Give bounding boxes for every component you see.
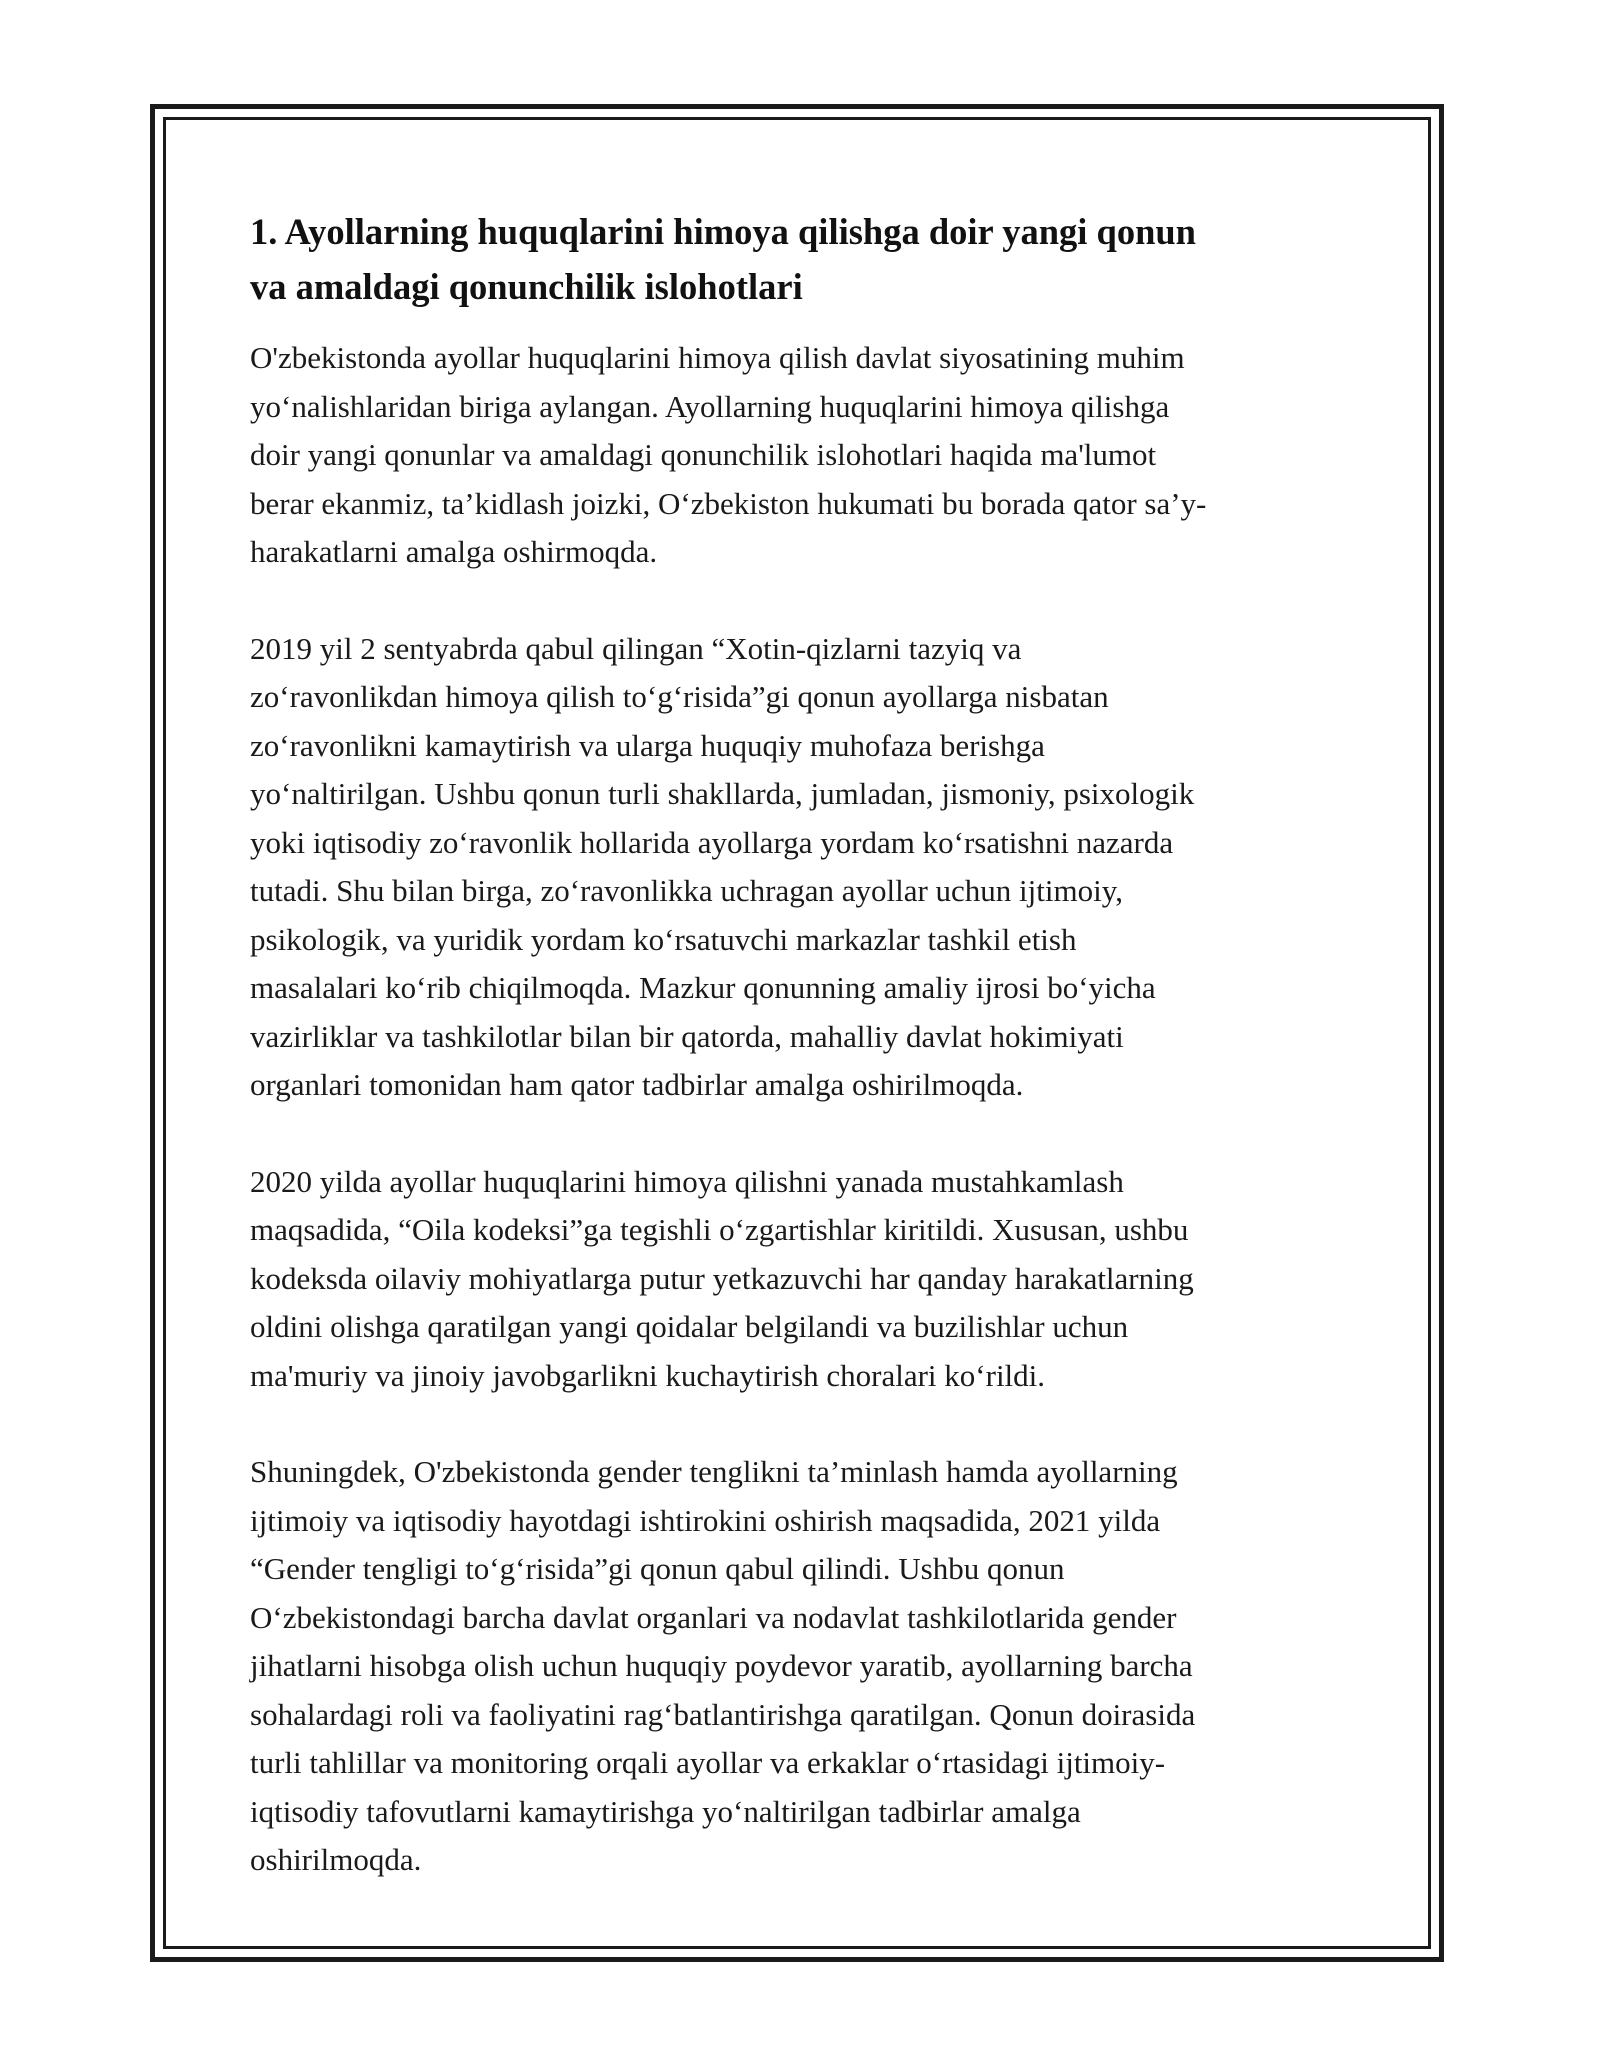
- text-line: ma'muriy va jinoiy javobgarlikni kuchaytirish choralari ko‘rildi.: [250, 1357, 1046, 1393]
- text-line: jihatlarni hisobga olish uchun huquqiy poydevor yaratib, ayollarning barcha: [250, 1648, 1193, 1683]
- text-line: O'zbekistonda ayollar huquqlarini himoya qilish davlat siyosatining muhim: [250, 340, 1185, 375]
- text-line: organlari tomonidan ham qator tadbirlar amalga oshirilmoqda.: [250, 1067, 1024, 1102]
- paragraph-4: [250, 1448, 1370, 1885]
- text-line: O‘zbekistondagi barcha davlat organlari va nodavlat tashkilotlarida gender: [250, 1599, 1177, 1635]
- text-line: psikologik, va yuridik yordam ko‘rsatuvchi markazlar tashkil etish: [250, 921, 1077, 957]
- text-line: zo‘ravonlikni kamaytirish va ularga huquqiy muhofaza berishga: [250, 727, 1045, 763]
- text-line: oshirilmoqda.: [250, 1842, 422, 1877]
- text-line: sohalardagi roli va faoliyatini rag‘batlantirishga qaratilgan. Qonun doirasida: [250, 1696, 1196, 1732]
- text-line: iqtisodiy tafovutlarni kamaytirishga yo‘naltirilgan tadbirlar amalga: [250, 1793, 1081, 1829]
- text-line: doir yangi qonunlar va amaldagi qonunchilik islohotlari haqida ma'lumot: [250, 437, 1157, 472]
- document-body: [250, 204, 1370, 1933]
- text-line: berar ekanmiz, ta’kidlash joizki, O‘zbekiston hukumati bu borada qator sa’y-: [250, 485, 1207, 521]
- text-line: 2020 yilda ayollar huquqlarini himoya qilishni yanada mustahkamlash: [250, 1163, 1124, 1199]
- paragraph-1: [250, 334, 1370, 577]
- text-line: oldini olishga qaratilgan yangi qoidalar belgilandi va buzilishlar uchun: [250, 1309, 1129, 1344]
- text-line: maqsadida, “Oila kodeksi”ga tegishli o‘zgartishlar kiritildi. Xususan, ushbu: [250, 1212, 1189, 1247]
- text-line: turli tahlillar va monitoring orqali ayollar va erkaklar o‘rtasidagi ijtimoiy-: [250, 1745, 1166, 1780]
- section-heading: [250, 204, 1370, 314]
- paragraph-2: [250, 625, 1370, 1110]
- text-line: yo‘nalishlaridan biriga aylangan. Ayollarning huquqlarini himoya qilishga: [250, 388, 1170, 424]
- text-line: vazirliklar va tashkilotlar bilan bir qatorda, mahalliy davlat hokimiyati: [250, 1018, 1124, 1054]
- page-border-inner: [163, 117, 1431, 1949]
- heading-line: 1. Ayollarning huquqlarini himoya qilishga doir yangi qonun: [250, 211, 1196, 252]
- text-line: zo‘ravonlikdan himoya qilish to‘g‘risida”gi qonun ayollarga nisbatan: [250, 679, 1109, 714]
- paragraph-3: [250, 1158, 1370, 1401]
- page-border-outer: [150, 104, 1444, 1962]
- text-line: yoki iqtisodiy zo‘ravonlik hollarida ayollarga yordam ko‘rsatishni nazarda: [250, 824, 1174, 860]
- text-line: 2019 yil 2 sentyabrda qabul qilingan “Xotin-qizlarni tazyiq va: [250, 630, 1022, 666]
- text-line: Shuningdek, O'zbekistonda gender tenglikni ta’minlash hamda ayollarning: [250, 1454, 1178, 1489]
- text-line: ijtimoiy va iqtisodiy hayotdagi ishtirokini oshirish maqsadida, 2021 yilda: [250, 1502, 1161, 1538]
- heading-line: va amaldagi qonunchilik islohotlari: [250, 266, 803, 307]
- text-line: tutadi. Shu bilan birga, zo‘ravonlikka uchragan ayollar uchun ijtimoiy,: [250, 873, 1123, 908]
- text-line: harakatlarni amalga oshirmoqda.: [250, 534, 658, 569]
- text-line: kodeksda oilaviy mohiyatlarga putur yetkazuvchi har qanday harakatlarning: [250, 1260, 1194, 1296]
- text-line: “Gender tengligi to‘g‘risida”gi qonun qabul qilindi. Ushbu qonun: [250, 1551, 1065, 1586]
- text-line: yo‘naltirilgan. Ushbu qonun turli shakllarda, jumladan, jismoniy, psixologik: [250, 776, 1195, 811]
- text-line: masalalari ko‘rib chiqilmoqda. Mazkur qonunning amaliy ijrosi bo‘yicha: [250, 970, 1156, 1005]
